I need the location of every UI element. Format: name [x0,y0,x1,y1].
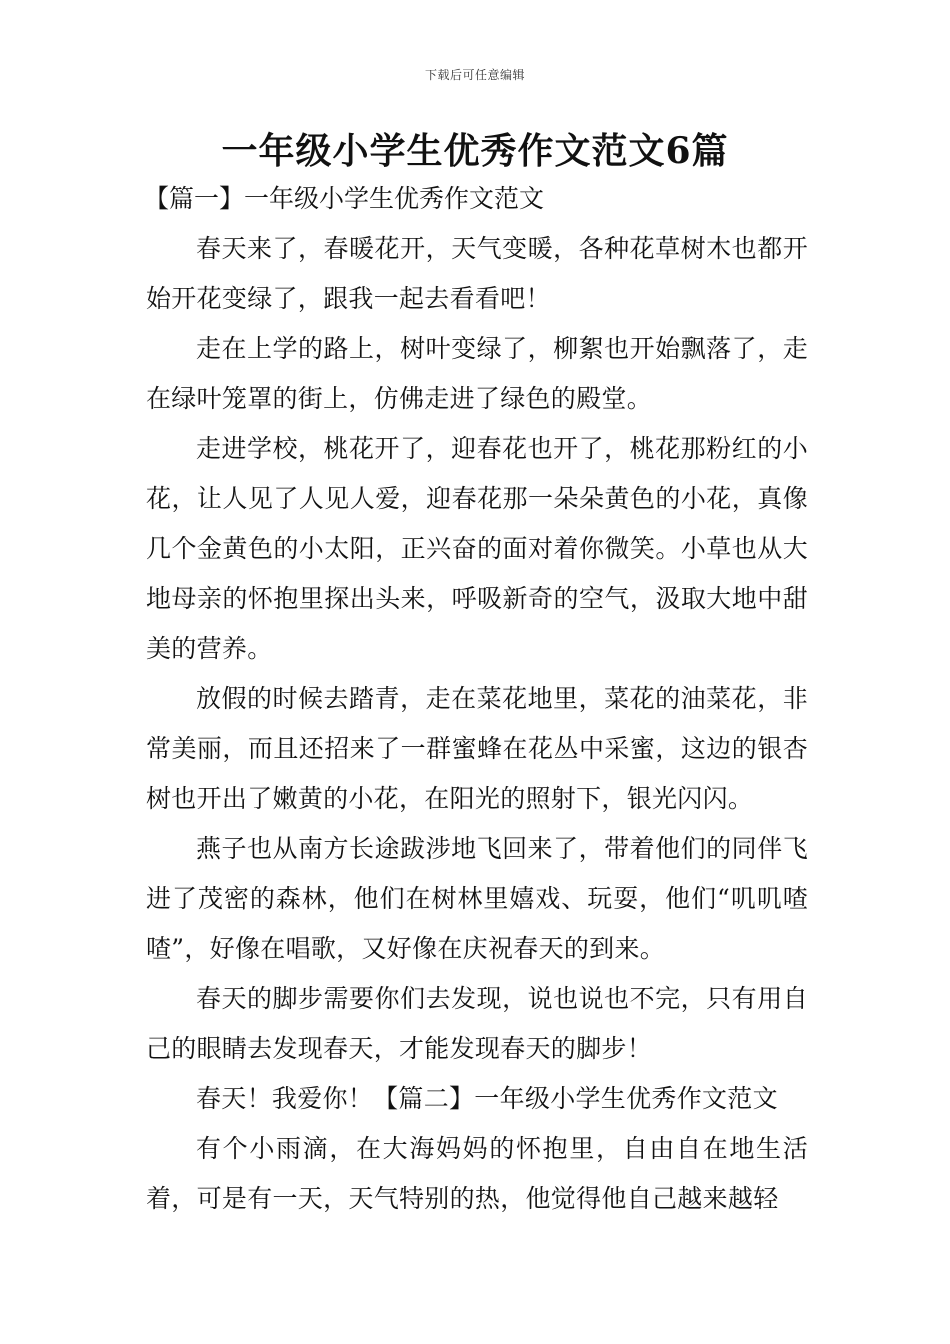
header-note: 下载后可任意编辑 [424,68,525,82]
paragraph: 春天的脚步需要你们去发现，说也说也不完，只有用自己的眼睛去发现春天，才能发现春天的脚步！ [146,984,808,1063]
paragraph: 走进学校，桃花开了，迎春花也开了，桃花那粉红的小花，让人见了人见人爱，迎春花那一朵朵黄色的小花，真像几个金黄色的小太阳，正兴奋的面对着你微笑。小草也从大地母亲的怀抱里探出头来，呼吸新奇的空气，汲取大地中甜美的营养。 [146,434,808,663]
document-body [146,174,808,1224]
paragraph: 有个小雨滴，在大海妈妈的怀抱里，自由自在地生活着，可是有一天，天气特别的热，他觉得他自己越来越轻 [146,1134,808,1213]
paragraph-with-section-heading-2: 春天！我爱你！【篇二】一年级小学生优秀作文范文 [196,1084,778,1113]
section-heading-1: 【篇一】一年级小学生优秀作文范文 [144,184,545,213]
paragraph: 走在上学的路上，树叶变绿了，柳絮也开始飘落了，走在绿叶笼罩的街上，仿佛走进了绿色的殿堂。 [146,334,808,413]
paragraph: 放假的时候去踏青，走在菜花地里，菜花的油菜花，非常美丽，而且还招来了一群蜜蜂在花丛中采蜜，这边的银杏树也开出了嫩黄的小花，在阳光的照射下，银光闪闪。 [146,684,808,813]
paragraph: 燕子也从南方长途跋涉地飞回来了，带着他们的同伴飞进了茂密的森林，他们在树林里嬉戏、玩耍，他们“叽叽喳喳”，好像在唱歌，又好像在庆祝春天的到来。 [146,834,808,963]
document-title: 一年级小学生优秀作文范文6篇 [221,130,729,172]
paragraph: 春天来了，春暖花开，天气变暖，各种花草树木也都开始开花变绿了，跟我一起去看看吧！ [146,234,808,313]
